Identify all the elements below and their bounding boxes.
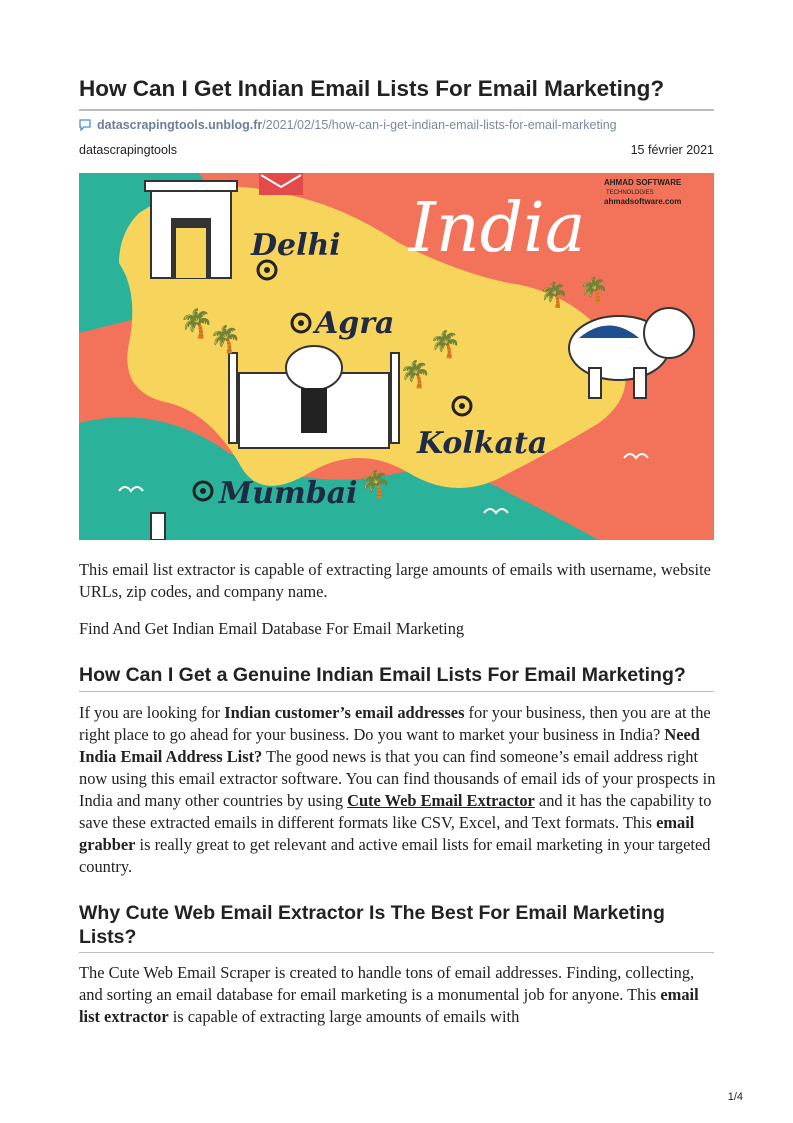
svg-text:🌴: 🌴 — [579, 278, 609, 304]
post-date: 15 février 2021 — [630, 143, 714, 157]
svg-text:Agra: Agra — [315, 306, 395, 341]
post-meta — [79, 143, 714, 157]
section1-paragraph: If you are looking for Indian customer’s email addresses for your business, then you are at the right place to go ahead for your business. Do you want to market your business in India? Need India Email Address List? The good news is that you can find someone’s email address right now using this email extractor software. You can find thousands of email ids of your prospects in India and many other countries by using Cute Web Email Extractor and it has the capability to save these extracted emails in different formats like CSV, Excel, and Text formats. This email grabber is really great to get relevant and active email lists for email marketing in your targeted country. — [79, 703, 716, 876]
section1-heading: How Can I Get a Genuine Indian Email Lists For Email Marketing? — [79, 664, 686, 686]
intro-paragraph: This email list extractor is capable of extracting large amounts of emails with username, website URLs, zip codes, and company name. — [79, 560, 711, 601]
svg-text:Mumbai: Mumbai — [219, 476, 358, 511]
svg-text:🌴: 🌴 — [209, 325, 242, 354]
svg-text:Kolkata: Kolkata — [417, 426, 548, 461]
india-illustration — [79, 173, 714, 540]
cute-web-email-extractor-link[interactable]: Cute Web Email Extractor — [347, 791, 535, 810]
city-marker-mumbai — [194, 476, 358, 511]
svg-text:🌴: 🌴 — [399, 360, 432, 389]
page-title: How Can I Get Indian Email Lists For Email Marketing? — [79, 76, 665, 101]
source-link[interactable] — [79, 118, 617, 132]
subline-paragraph: Find And Get Indian Email Database For Email Marketing — [79, 619, 465, 638]
section2-paragraph: The Cute Web Email Scraper is created to handle tons of email addresses. Finding, collecting, and sorting an email database for email marketing is a monumental job for anyone. This email list extractor is capable of extracting large amounts of emails with — [79, 963, 699, 1026]
brand-site: ahmadsoftware.com — [604, 197, 682, 206]
hero-heading: India — [409, 189, 586, 268]
page-number: 1/4 — [727, 1091, 743, 1103]
hero-image-india-map — [79, 173, 714, 540]
svg-text:🌴: 🌴 — [539, 283, 569, 309]
svg-text:Delhi: Delhi — [251, 228, 341, 263]
comment-icon — [79, 119, 91, 131]
brand-line1: AHMAD SOFTWARE — [604, 178, 682, 187]
section2-heading: Why Cute Web Email Extractor Is The Best For Email Marketing Lists? — [79, 902, 665, 948]
section1-divider — [79, 691, 714, 692]
title-divider — [79, 109, 714, 111]
author-name: datascrapingtools — [79, 143, 177, 157]
source-path[interactable]: /2021/02/15/how-can-i-get-indian-email-lists-for-email-marketing — [262, 118, 617, 132]
svg-text:🌴: 🌴 — [429, 330, 462, 359]
svg-text:🌴: 🌴 — [179, 309, 214, 340]
india-gate-icon — [145, 181, 237, 278]
mail-icon — [259, 173, 303, 195]
section2-divider — [79, 952, 714, 953]
svg-text:🌴: 🌴 — [359, 470, 392, 499]
brand-line2: TECHNOLOGIES — [606, 190, 654, 196]
source-domain[interactable]: datascrapingtools.unblog.fr — [97, 118, 263, 132]
